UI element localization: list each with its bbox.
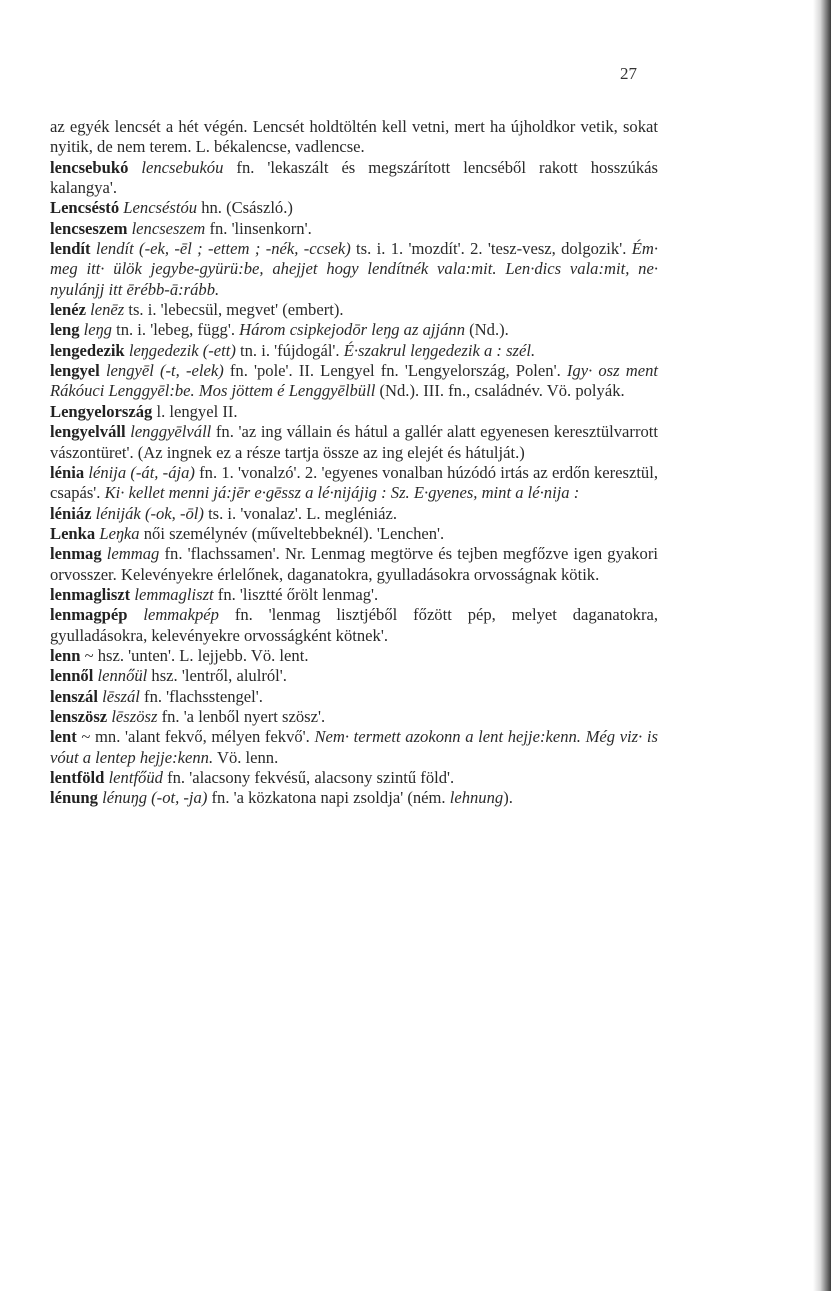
definition: fn. 'a lenből nyert szösz'.	[157, 706, 326, 726]
entry-lentfold	[50, 768, 658, 788]
dialect-form: Leŋka	[99, 523, 140, 543]
definition: fn. 'linsenkorn'.	[205, 218, 312, 238]
definition: ~ mn. 'alant fekvő, mélyen fekvő'.	[76, 727, 315, 747]
example: Igy· osz ment Rákóuci Lenggyēl:be. Mos jöttem é Lenggyēlbüll	[50, 361, 658, 401]
entry-leniaz	[50, 504, 658, 524]
etymology-word: lehnung	[449, 788, 504, 808]
dialect-form: leŋg	[83, 320, 112, 340]
cross-reference: Vö. lenn.	[213, 747, 279, 767]
example: É·szakrul leŋgedezik a : szél.	[343, 340, 536, 360]
definition: fn. 'pole'. II. Lengyel fn. 'Lengyelország, Polen'.	[223, 361, 567, 381]
definition: ts. i. 1. 'mozdít'. 2. 'tesz-vesz, dolgozik'.	[350, 239, 632, 259]
entry-continuation: az egyék lencsét a hét végén. Lencsét holdtöltén kell vetni, mert ha újholdkor vetik, sokat nyitik, de nem terem. L. békalencse, vadlencse.	[50, 117, 658, 157]
headword: lendít	[50, 239, 91, 259]
definition: hn. (Császló.)	[197, 198, 293, 218]
source-note: (Nd.). III. fn., családnév. Vö. polyák.	[375, 381, 625, 401]
example: Ki· kellet menni já:jēr e·gēssz a lé·nijájig : Sz. E·gyenes, mint a lé·nija :	[104, 483, 580, 503]
headword: lengedezik	[50, 340, 125, 360]
entry-lenia	[50, 463, 658, 504]
headword: lencsebukó	[50, 157, 129, 177]
dialect-form: lemmagliszt	[134, 584, 214, 604]
definition: fn. 'lekaszált és megszárított lencséből rakott hosszúkás kalangya'.	[50, 157, 658, 198]
headword: léniáz	[50, 503, 92, 523]
dialect-form: Lencséstóu	[123, 198, 198, 218]
definition: fn. 'flachssamen'. Nr. Lenmag megtörve és tejben megfőzve igen gyakori orvosszer. Kelevényekre érlelőnek, daganatokra, gyulladásokra orvosságnak kötik.	[50, 544, 658, 584]
entry-lennol	[50, 666, 658, 686]
definition: tn. i. 'fújdogál'.	[235, 340, 344, 360]
headword: lenmagliszt	[50, 584, 131, 604]
definition: fn. 1. 'vonalzó'. 2. 'egyenes vonalban húzódó irtás az erdőn keresztül, csapás'.	[50, 462, 658, 503]
example: Három csipkejodōr leŋg az ajjánn	[239, 320, 465, 340]
headword: lennől	[50, 666, 94, 686]
dialect-form: lenēz	[90, 300, 125, 320]
headword: lenmag	[50, 544, 102, 564]
example: Ém· meg itt· ülök jegybe-gyürü:be, ahejjet hogy lendítnék vala:mit. Len·dics vala:mit, ne· nyulánjj itt ērébb-ā:rább.	[50, 239, 658, 299]
headword: lentföld	[50, 768, 105, 787]
headword: Lencséstó	[50, 198, 120, 218]
closing-paren: ).	[503, 788, 513, 808]
definition: l. lengyel II.	[152, 401, 238, 421]
entry-lencsesto	[50, 198, 658, 218]
entry-lencsebuko	[50, 158, 658, 199]
definition: hsz. 'lentről, alulról'.	[147, 666, 287, 686]
headword: lengyel	[50, 361, 100, 381]
dialect-form: lemmag	[106, 544, 160, 564]
entry-lenmag	[50, 544, 658, 585]
definition: ~ hsz. 'unten'. L. lejjebb. Vö. lent.	[80, 645, 309, 665]
definition: fn. 'flachsstengel'.	[139, 686, 263, 706]
entry-lenmagliszt	[50, 585, 658, 605]
dialect-form: lēszál	[102, 686, 140, 706]
definition: fn. 'a közkatona napi zsoldja' (ném.	[207, 788, 450, 808]
example: Nem· termett azokonn a lent hejje:kenn. Még viz· is vóut a lentep hejje:kenn.	[50, 727, 658, 767]
entry-lencseszem	[50, 219, 658, 239]
page-edge-shadow	[813, 0, 831, 1291]
dialect-form: lenggyēlváll	[130, 422, 212, 442]
entry-leng	[50, 320, 658, 340]
headword: leng	[50, 320, 80, 340]
entry-lenung	[50, 788, 658, 808]
entry-lengyelvall	[50, 422, 658, 463]
entry-lengyel	[50, 361, 658, 402]
headword: lenéz	[50, 300, 86, 320]
entry-lenka	[50, 524, 658, 544]
entry-lengyelorszag	[50, 402, 658, 422]
dialect-form: lendít (-ek, -ēl ; -ettem ; -nék, -ccsek)	[95, 239, 351, 259]
entry-lengedezik	[50, 341, 658, 361]
entry-lent	[50, 727, 658, 768]
headword: Lengyelország	[50, 401, 153, 421]
headword: lengyelváll	[50, 422, 126, 442]
headword: lencseszem	[50, 218, 128, 238]
entry-lendit	[50, 239, 658, 300]
definition: tn. i. 'lebeg, függ'.	[111, 320, 240, 340]
headword: lenszösz	[50, 706, 108, 726]
dialect-form: lencsebukóu	[141, 157, 224, 177]
definition: női személynév (műveltebbeknél). 'Lenchen'.	[139, 523, 445, 543]
dialect-form: lénija (-át, -ája)	[88, 462, 195, 482]
definition: ts. i. 'vonalaz'. L. megléniáz.	[203, 503, 397, 523]
dialect-form: lentfőüd	[108, 768, 163, 787]
definition: fn. 'alacsony fekvésű, alacsony szintű föld'.	[162, 768, 455, 787]
headword: lenn	[50, 645, 81, 665]
dialect-form: lemmakpép	[143, 605, 219, 625]
source-note: (Nd.).	[465, 320, 509, 340]
dialect-form: lengyēl (-t, -elek)	[105, 361, 224, 381]
dialect-form: lencseszem	[131, 218, 206, 238]
headword: lent	[50, 727, 77, 747]
entry-lenez	[50, 300, 658, 320]
headword: lénung	[50, 788, 98, 808]
entry-lenszosz	[50, 707, 658, 727]
definition: ts. i. 'lebecsül, megvet' (embert).	[124, 300, 344, 320]
definition: fn. 'lisztté őrölt lenmag'.	[213, 584, 379, 604]
dialect-form: lénuŋg (-ot, -ja)	[102, 788, 208, 808]
entry-lenmagpep	[50, 605, 658, 646]
page-number: 27	[620, 64, 637, 83]
headword: Lenka	[50, 523, 96, 543]
dialect-form: lennőül	[97, 666, 148, 686]
definition: fn. 'az ing vállain és hátul a gallér alatt egyenesen keresztülvarrott vászontüret'. (Az ingnek ez a része tartja össze az ing elejét és hátulját.)	[50, 422, 658, 462]
headword: lénia	[50, 462, 85, 482]
dialect-form: léniják (-ok, -ōl)	[95, 503, 204, 523]
dialect-form: leŋgedezik (-ett)	[128, 340, 236, 360]
dictionary-text	[50, 117, 658, 809]
headword: lenmagpép	[50, 605, 128, 625]
definition: fn. 'lenmag lisztjéből főzött pép, melyet daganatokra, gyulladásokra, kelevényekre orvosságként kötnek'.	[50, 605, 658, 645]
entry-lenszal	[50, 687, 658, 707]
entry-lenn	[50, 646, 658, 666]
dialect-form: lēszösz	[111, 706, 158, 726]
headword: lenszál	[50, 686, 98, 706]
